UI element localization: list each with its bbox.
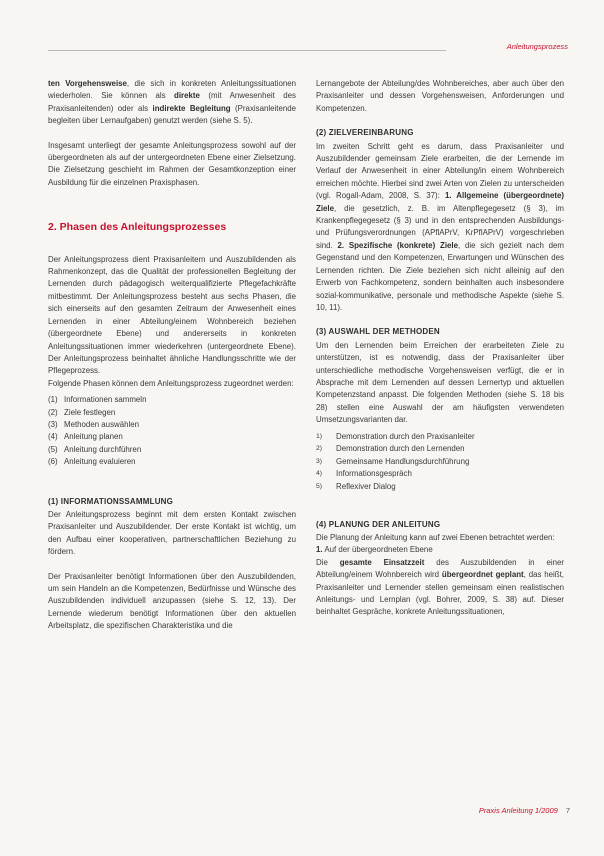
list-number: 2) [316, 445, 323, 453]
methods-list [316, 431, 564, 494]
list-number: 5) [316, 482, 323, 490]
right-paragraph-4: Die Planung der Anleitung kann auf zwei Ebenen betrachtet werden: [316, 532, 555, 542]
text-run: , die sich gezielt nach dem Gegenstand und den Kompetenzen, Erwartungen und Wünschen des Lernenden richten. Die Ziele beziehen sich nicht alleinig auf den Erwerb von Fachkompetenz, sondern beinhalten auch insbesondere sozial-kommunikative, personale und methodische Aspekte (siehe S. 10, 11). [316, 240, 564, 312]
list-number: 1) [316, 432, 323, 440]
list-text: Anleitung durchführen [64, 444, 142, 454]
bold-term: ten Vorgehensweise [48, 79, 127, 88]
list-item [316, 481, 564, 494]
bold-term: 1. [316, 545, 323, 555]
list-item [48, 444, 296, 456]
right-paragraph-5 [316, 544, 564, 556]
list-number: (6) [48, 457, 58, 467]
list-number: (4) [48, 432, 58, 442]
left-paragraph-1 [48, 78, 296, 128]
subheading-auswahl-methoden: (3) AUSWAHL DER METHODEN [316, 327, 440, 337]
list-item [316, 456, 564, 469]
list-text: Ziele festlegen [64, 407, 116, 417]
bold-term: direkte [174, 91, 200, 101]
list-item [316, 468, 564, 481]
right-column [316, 78, 564, 619]
list-item [316, 443, 564, 456]
list-number: (1) [48, 395, 58, 405]
list-number: (5) [48, 444, 58, 454]
list-item [48, 456, 296, 468]
left-paragraph-6: Der Praxisanleiter benötigt Informationen über den Auszubildenden, um sein Handeln an die Kompetenzen, Bedürfnisse und Wünsche des Auszubildenden individuell anzupassen (siehe S. 12, 13). Der Lernende wiederum benötigt Informationen über den aktuellen Arbeitsplatz, die spezifischen Charakteristika und die [48, 571, 296, 631]
list-text: Demonstration durch den Lernenden [336, 444, 465, 454]
list-text: Gemeinsame Handlungsdurchführung [336, 456, 470, 466]
text-run: Die [316, 557, 340, 567]
list-number: (3) [48, 419, 58, 429]
text-run: des Auszubildenden in einer Abteilung/einem Wohnbereich wird [316, 557, 564, 580]
bold-term: übergeordnet geplant [441, 570, 524, 580]
subheading-zielvereinbarung: (2) ZIELVEREINBARUNG [316, 128, 414, 138]
bold-term: 2. Spezifische (konkrete) Ziele [337, 240, 458, 250]
section-heading: 2. Phasen des Anleitungsprozesses [48, 221, 227, 234]
left-paragraph-4: Folgende Phasen können dem Anleitungsprozess zugeordnet werden: [48, 378, 294, 388]
page-number: 7 [565, 806, 570, 815]
bold-term: 1. Allgemeine (übergeordnete) Ziele [316, 191, 564, 213]
header-rule [48, 50, 446, 51]
right-paragraph-6 [316, 557, 564, 619]
list-number: 3) [316, 457, 323, 465]
left-paragraph-2: Insgesamt unterliegt der gesamte Anleitungsprozess sowohl auf der übergeordneten als auf der untergeordneten Ebene einer Zielsetzung. Die Zielsetzung geschieht im Rahmen der Gesamtkonzeption einer Ausbildung für die einzelnen Praxisphasen. [48, 140, 296, 187]
list-item [48, 407, 296, 419]
left-column [48, 78, 296, 633]
list-text: Demonstration durch den Praxisanleiter [336, 431, 475, 441]
list-text: Methoden auswählen [64, 419, 140, 429]
list-number: 4) [316, 470, 323, 478]
text-run: , das heißt, Praxisanleiter und Lernender stellen gemeinsam einen realistischen Anleitungs- und Lernplan (vgl. Bohrer, 2009, S. 38) auf. Dieser beinhaltet Gespräche, konkrete Anleitungssituationen, [316, 570, 564, 617]
left-paragraph-5: Der Anleitungsprozess beginnt mit dem ersten Kontakt zwischen Praxisanleiter und Auszubildender. Der erste Kontakt ist wichtig, um den Aufbau einer kooperativen, partnerschaftlichen Beziehung zu fördern. [48, 509, 296, 557]
list-text: Informationsgespräch [336, 469, 412, 479]
text-run: , die gesetzlich, z. B. im Altenpflegegesetz (§ 3), im Krankenpflegegesetz (§ 3) und in den entsprechenden Ausbildungs- und Prüfungsverordnungen (APflAPrV, KrPflAPrV) vorgeschrieben sind. [316, 203, 564, 250]
left-paragraph-3: Der Anleitungsprozess dient Praxisanleitern und Auszubildenden als Rahmenkonzept, das die Qualität der professionellen Begleitung der Lernenden durch pädagogisch weiterqualifizierte Pflegefachkräfte mitbestimmt. Der Anleitungsprozess besteht aus sechs Phasen, die sich einerseits auf den gesamten Zeitraum der Anwesenheit eines Lernenden in einer Abteilung/einem Wohnbereich beziehen (übergeordnete Ebene) und andererseits in konkreten Anleitungssituationen immer wiederkehren (untergeordnete Ebene). Der Anleitungsprozess beinhaltet ähnliche Handlungsschritte wie der Pflegeprozess. [48, 254, 296, 376]
right-paragraph-3: Um den Lernenden beim Erreichen der erarbeiteten Ziele zu unterstützen, ist es notwendig, dass der Praxisanleiter über unterschiedliche methodische Vorgehensweisen verfügt, die er in Absprache mit dem Lernenden auf dessen Lernertyp und aktuellen Kompetenzstand anpasst. Die folgenden Methoden (siehe S. 18 bis 28) stellen eine Auswahl der am häufigsten verwendeten Umsetzungsvarianten dar. [316, 340, 564, 425]
list-text: Anleitung evaluieren [64, 457, 136, 467]
bold-term: gesamte Einsatzzeit [339, 557, 425, 567]
text-run: Im zweiten Schritt geht es darum, dass Praxisanleiter und Auszubildender gemeinsam Ziele erarbeiten, die der Lernende im Verlauf der Anwesenheit in einer Abteilung/in einem Wohnbereich erreichen möchte. Hierbei sind zwei Arten von Zielen zu unterscheiden (vgl. Rogall-Adam, 2008, S. 37): [316, 141, 564, 201]
right-paragraph-1: Lernangebote der Abteilung/des Wohnbereiches, aber auch über den Praxisanleiter und dessen Vorgehensweisen, Anforderungen und Kompetenzen. [316, 79, 564, 113]
footer-label: Praxis Anleitung 1/2009 [478, 806, 558, 815]
list-item [48, 394, 296, 406]
list-item [316, 431, 564, 444]
text-run: (Praxisanleitende begleiten über Lernaufgaben) genutzt werden (siehe S. 5). [48, 103, 297, 126]
list-text: Informationen sammeln [64, 395, 147, 405]
text-run: (mit Anwesenheit des Praxisanleitenden) oder als [48, 91, 296, 113]
subheading-informationssammlung: (1) INFORMATIONSSAMMLUNG [48, 496, 174, 506]
list-item [48, 431, 296, 443]
bold-term: indirekte Begleitung [152, 103, 231, 113]
text-run: , die sich in konkreten Anleitungssituationen wiederholen. Sie können als [48, 79, 297, 101]
page-footer [479, 806, 570, 815]
phases-list [48, 394, 296, 468]
list-item [48, 419, 296, 431]
list-number: (2) [48, 407, 58, 417]
running-header: Anleitungsprozess [506, 42, 568, 51]
right-paragraph-2 [316, 141, 564, 315]
list-text: Reflexiver Dialog [336, 481, 396, 491]
list-text: Anleitung planen [64, 432, 123, 442]
text-run: Auf der übergeordneten Ebene [322, 545, 433, 555]
subheading-planung: (4) PLANUNG DER ANLEITUNG [316, 519, 441, 529]
